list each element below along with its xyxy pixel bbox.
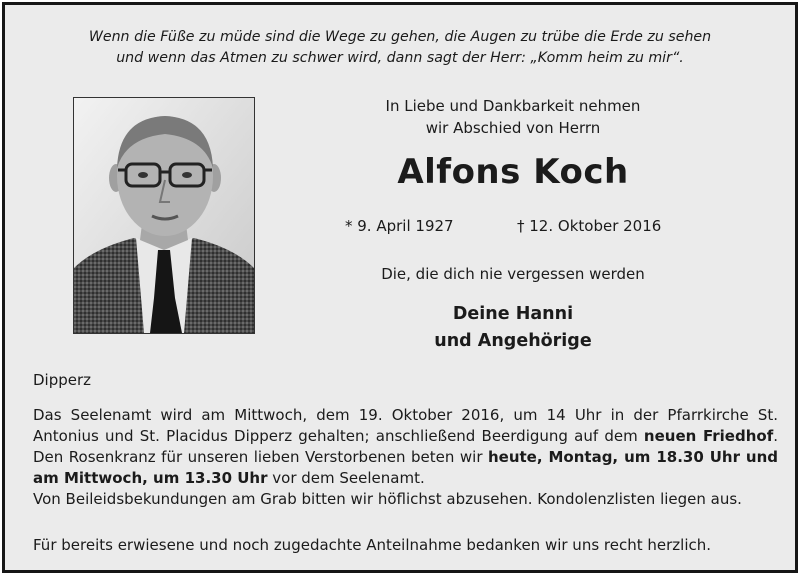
service-text-2: . Den Rosenkranz für unseren lieben Verstorbenen beten wir (33, 427, 778, 466)
portrait-photo (73, 97, 255, 334)
deceased-name: Alfons Koch (397, 152, 629, 192)
poem (5, 27, 795, 69)
obituary-notice (2, 2, 798, 573)
poem-line-2: und wenn das Atmen zu schwer wird, dann sagt der Herr: „Komm heim zu mir“. (116, 50, 684, 66)
condolence-note: Von Beileidsbekundungen am Grab bitten wir höflichst abzusehen. Kondolenzlisten liegen aus. (33, 490, 742, 508)
death-date: † 12. Oktober 2016 (517, 217, 662, 235)
family-line-2: und Angehörige (434, 331, 592, 351)
portrait-image (74, 98, 254, 333)
cemetery-name: neuen Friedhof (643, 427, 774, 445)
farewell-intro (305, 95, 721, 139)
service-text-1: Das Seelenamt wird am Mittwoch, dem 19. Oktober 2016, um 14 Uhr in der Pfarrkirche St. Antonius und St. Placidus Dipperz gehalten; anschließend Beerdigung auf dem (33, 406, 778, 445)
birth-date: * 9. April 1927 (345, 217, 454, 235)
intro-line-2: wir Abschied von Herrn (425, 119, 601, 137)
thanks-line: Für bereits erwiesene und noch zugedachte Anteilnahme bedanken wir uns recht herzlich. (33, 536, 712, 554)
poem-line-1: Wenn die Füße zu müde sind die Wege zu gehen, die Augen zu trübe die Erde zu sehen (88, 29, 712, 45)
service-paragraph (33, 405, 778, 489)
service-details (33, 405, 778, 510)
family-signature (305, 301, 721, 355)
service-text-3: vor dem Seelenamt. (267, 469, 425, 487)
rosary-time: heute, Montag, um 18.30 Uhr und am Mittwoch, um 13.30 Uhr (33, 448, 779, 487)
intro-line-1: In Liebe und Dankbarkeit nehmen (385, 97, 641, 115)
family-line-1: Deine Hanni (452, 304, 574, 324)
place-name: Dipperz (33, 371, 92, 389)
mourners-line: Die, die dich nie vergessen werden (381, 265, 645, 283)
